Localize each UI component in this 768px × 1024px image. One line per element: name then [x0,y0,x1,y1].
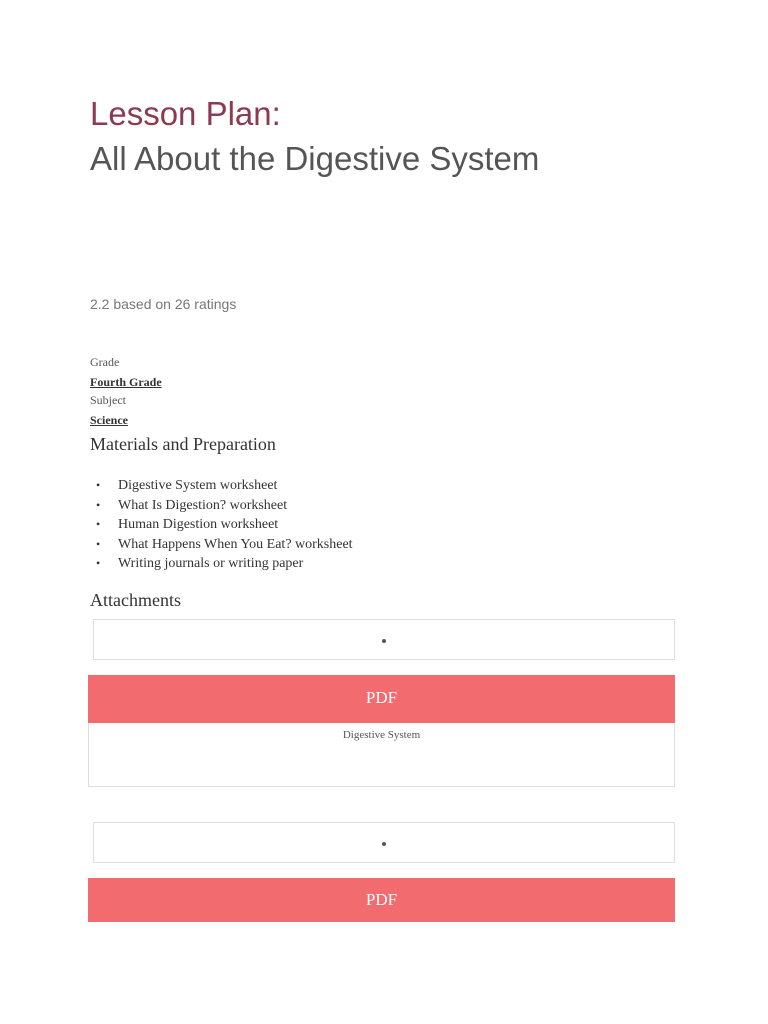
bullet-icon: • [96,497,101,512]
grade-label: Grade [90,355,120,369]
material-item-label: Digestive System worksheet [118,478,278,493]
materials-heading: Materials and Preparation [90,434,276,454]
rating-summary: 2.2 based on 26 ratings [90,296,237,312]
bullet-icon: • [96,536,101,551]
material-item-label: What Is Digestion? worksheet [118,497,288,513]
materials-list [90,476,353,574]
material-item-label: What Happens When You Eat? worksheet [118,536,353,552]
list-item [90,476,353,496]
subject-link[interactable]: Science [90,413,128,427]
material-item-label: Writing journals or writing paper [118,556,304,571]
page-title: All About the Digestive System [90,140,540,177]
attachment-caption: Digestive System [342,729,421,741]
subject-label: Subject [90,393,126,407]
attachment-preview-box [93,619,675,660]
dot-icon [382,639,386,643]
attachments-heading: Attachments [90,590,181,610]
dot-icon [382,842,386,846]
attachment-preview-box [93,822,675,863]
pdf-download-button[interactable]: PDF [88,675,675,723]
pdf-download-button[interactable]: PDF [88,878,675,922]
grade-link[interactable]: Fourth Grade [90,375,162,389]
attachment-details [88,723,675,787]
list-item [90,515,353,535]
material-item-label: Human Digestion worksheet [118,517,279,532]
bullet-icon: • [96,478,101,492]
bullet-icon: • [96,556,101,570]
list-item [90,496,353,516]
list-item [90,535,353,555]
bullet-icon: • [96,517,101,531]
page-title-prefix: Lesson Plan: [90,95,281,132]
list-item [90,554,353,574]
